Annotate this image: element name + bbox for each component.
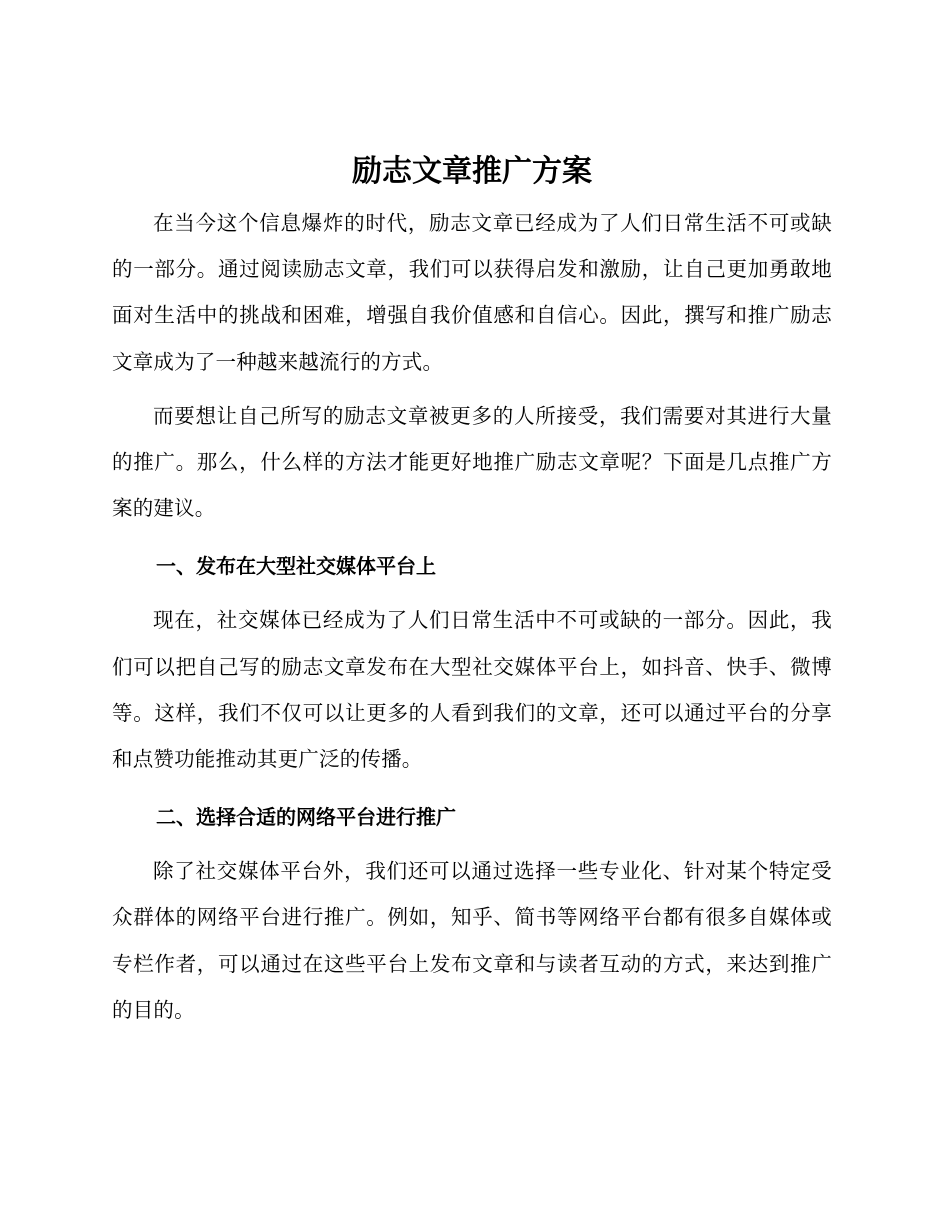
section-2-heading: 二、选择合适的网络平台进行推广: [156, 805, 456, 830]
document-page: [112, 150, 832, 1041]
intro-paragraph-2: 而要想让自己所写的励志文章被更多的人所接受，我们需要对其进行大量的推广。那么，什么样的方法才能更好地推广励志文章呢？下面是几点推广方案的建议。: [112, 403, 832, 521]
section-1-heading: 一、发布在大型社交媒体平台上: [156, 554, 436, 579]
section-1-body: 现在，社交媒体已经成为了人们日常生活中不可或缺的一部分。因此，我们可以把自己写的励志文章发布在大型社交媒体平台上，如抖音、快手、微博等。这样，我们不仅可以让更多的人看到我们的文章，还可以通过平台的分享和点赞功能推动其更广泛的传播。: [112, 608, 832, 772]
section-2-body: 除了社交媒体平台外，我们还可以通过选择一些专业化、针对某个特定受众群体的网络平台进行推广。例如，知乎、简书等网络平台都有很多自媒体或专栏作者，可以通过在这些平台上发布文章和与读者互动的方式，来达到推广的目的。: [112, 859, 832, 1022]
intro-paragraph-1: 在当今这个信息爆炸的时代，励志文章已经成为了人们日常生活不可或缺的一部分。通过阅读励志文章，我们可以获得启发和激励，让自己更加勇敢地面对生活中的挑战和困难，增强自我价值感和自信心。因此，撰写和推广励志文章成为了一种越来越流行的方式。: [112, 211, 832, 374]
document-title: 励志文章推广方案: [352, 154, 592, 189]
